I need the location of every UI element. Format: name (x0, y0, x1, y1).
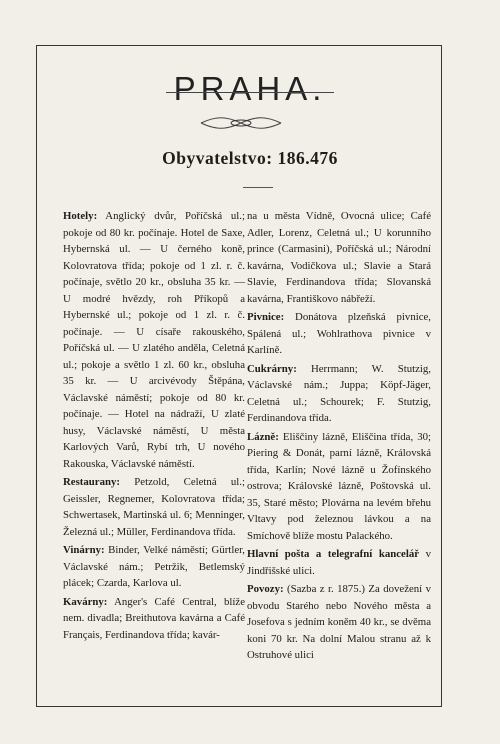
section-head: Povozy: (247, 583, 284, 595)
section-text: v Jindřišské ulici. (247, 548, 431, 577)
flourish-ornament (196, 112, 286, 134)
section-cafes-continued (247, 208, 431, 307)
section-head: Hlavní pošta a telegrafní kancelář (247, 548, 420, 560)
title-block (0, 70, 500, 108)
section-head: Pivnice: (247, 311, 285, 323)
section-wine-bars (63, 542, 245, 592)
section-carriages (247, 581, 431, 664)
left-column (63, 208, 245, 645)
section-text: Anger's Café Central, blíže nem. divadla; Breithutova kavárna a Café Français, Ferdinandova třída; kavár- (63, 595, 245, 641)
section-head: Hotely: (63, 210, 98, 222)
section-pubs (247, 309, 431, 359)
section-post-office (247, 546, 431, 579)
section-confectioners (247, 361, 431, 427)
section-text: (Sazba z r. 1875.) Za dovežení v obvodu Starého nebo Nového města a Josefova s jedním koněm 40 kr., se dvěma koni 70 kr. Na dolní Malou stranu až k Ostruhové ulici (247, 583, 431, 661)
section-text: Binder, Velké náměstí; Gürtler, Václavské nám.; Petržik, Betlemský plácek; Czarda, Karlova ul. (63, 544, 245, 589)
divider-rule (243, 187, 273, 188)
section-text: Herrmann; W. Stutzig, Václavské nám.; Juppa; Köpf-Jäger, Celetná ul.; Schourek; F. Stutzig, Ferdinandova třída. (247, 362, 431, 424)
section-head: Restaurany: (63, 476, 120, 488)
section-cafes (63, 594, 245, 644)
section-text: Eliščiny lázně, Eliščina třída, 30; Piering & Donát, parní lázně, Královská třída, Karlín; Nové lázně u Žofínského ostrova; Královské lázně, Poštovská ul. 35, Staré město; Plovárna na levém břehu Vltavy pod železnou lávkou a na Smíchově blíže mostu Palackého. (247, 430, 431, 542)
section-head: Cukrárny: (247, 362, 297, 375)
section-head: Kavárny: (63, 595, 108, 608)
section-text: Donátova plzeňská pivnice, Spálená ul.; Wohlrathova pivnice v Karlíně. (247, 311, 431, 356)
section-text: Petzold, Celetná ul.; Geissler, Regnemer, Kolovratova třída; Schwertasek, Martinská ul. 6; Menninger, Železná ul.; Müller, Ferdinandova třída. (63, 476, 245, 538)
page-title: PRAHA. (173, 70, 327, 107)
section-baths (247, 429, 431, 545)
section-text: na u města Vídně, Ovocná ulice; Café Adler, Lorenz, Celetná ul.; U korunního prince (Carmasini), Poříčská ul.; Národní kavárna, Vodičkova ul.; Slavie a Stará Slavie, Ferdinandova třída; Slovanská kavárna, Františkovo nábřeží. (247, 210, 431, 305)
population-heading: Obyvatelstvo: 186.476 (162, 148, 338, 168)
section-hotels (63, 208, 245, 472)
section-restaurants (63, 474, 245, 540)
section-head: Lázně: (247, 430, 279, 443)
section-head: Vinárny: (63, 544, 105, 556)
right-column (247, 208, 431, 666)
section-text: Anglický dvůr, Poříčská ul.; pokoje od 80 kr. počínaje. Hotel de Saxe, Hybernská ul. — U černého koně, Kolovratova třída; pokoje od 1 zl. r. č. počínaje, světlo 20 kr., obsluha 35 kr. — U modré hvězdy, roh Příkopů a Hybernské ul.; pokoje od 1 zl. r. č. počínaje. — U císaře rakouského, Poříčská ul. — U zlatého anděla, Celetná ul.; pokoje a světlo 1 zl. 60 kr., obsluha 35 kr. — U arcivévody Štěpána, Václavské náměstí; pokoje od 80 kr. počínaje. — Hotel na nádraží, U zlaté husy, Václavské náměstí, U města Karlových Varů, Rybí trh, U nového Rakouska, Václavské náměstí. (63, 210, 245, 470)
